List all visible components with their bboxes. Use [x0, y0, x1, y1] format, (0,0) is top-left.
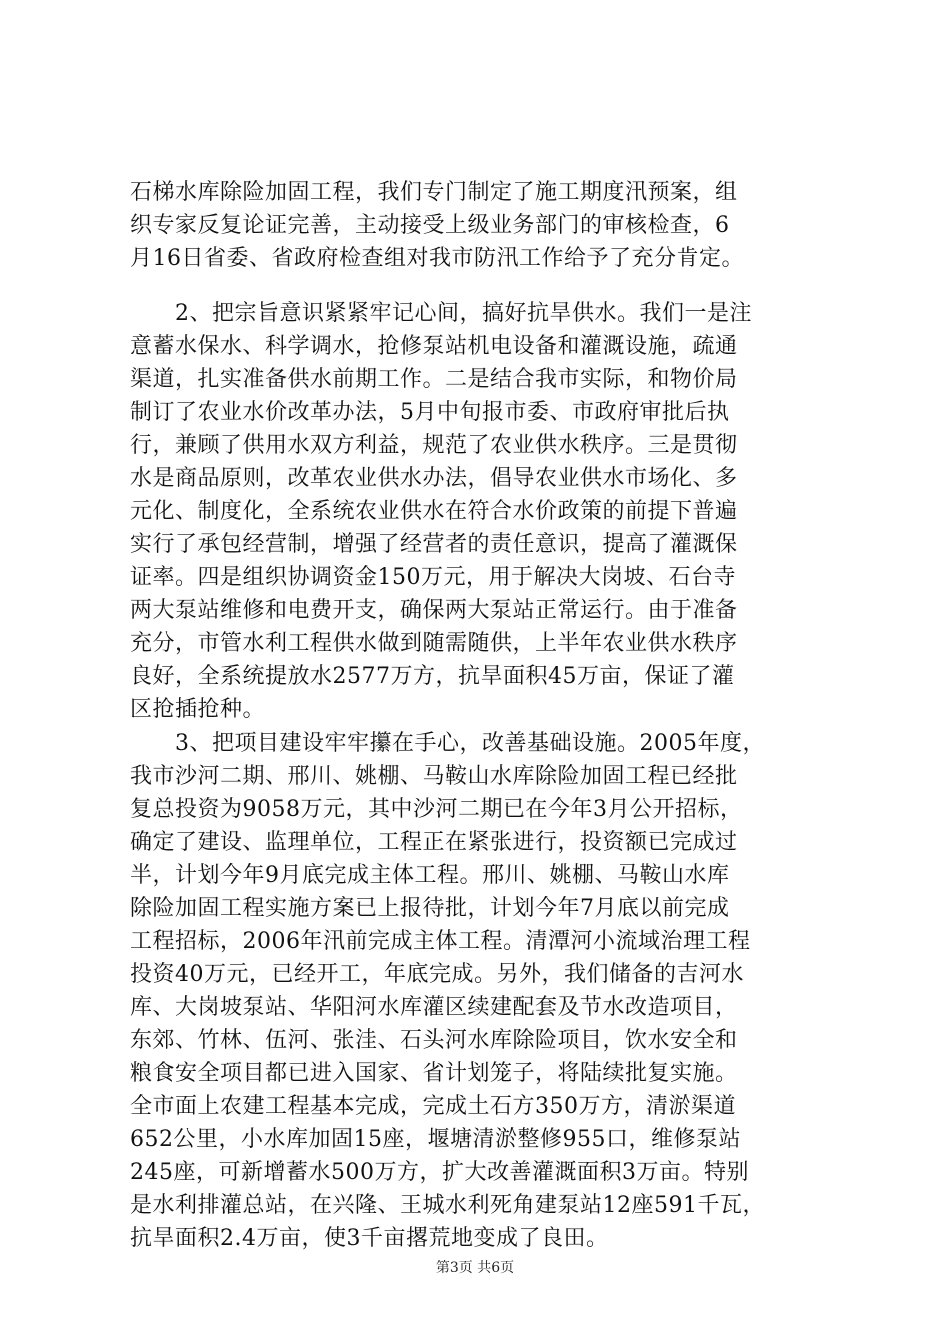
text-line: 652公里，小水库加固15座，堰塘清淤整修955口，维修泵站 — [130, 1127, 741, 1152]
text-line: 充分，市管水利工程供水做到随需随供，上半年农业供水秩序 — [130, 631, 738, 656]
text-line: 抗旱面积2.4万亩，使3千亩撂荒地变成了良田。 — [130, 1226, 609, 1251]
text-line: 织专家反复论证完善，主动接受上级业务部门的审核检查，6 — [130, 213, 730, 238]
text-line: 除险加固工程实施方案已上报待批，计划今年7月底以前完成 — [130, 896, 730, 921]
text-line: 库、大岗坡泵站、华阳河水库灌区续建配套及节水改造项目， — [130, 995, 738, 1020]
text-line: 2、把宗旨意识紧紧牢记心间，搞好抗旱供水。我们一是注 — [130, 301, 752, 326]
text-line: 投资40万元，已经开工，年底完成。另外，我们储备的吉河水 — [130, 962, 744, 987]
text-line: 半，计划今年9月底完成主体工程。邢川、姚棚、马鞍山水库 — [130, 863, 730, 888]
text-line: 粮食安全项目都已进入国家、省计划笼子，将陆续批复实施。 — [130, 1061, 738, 1086]
text-line: 区抢插抢种。 — [130, 697, 266, 722]
text-line: 我市沙河二期、邢川、姚棚、马鞍山水库除险加固工程已经批 — [130, 764, 738, 789]
text-line: 确定了建设、监理单位，工程正在紧张进行，投资额已完成过 — [130, 830, 738, 855]
text-line: 245座，可新增蓄水500万方，扩大改善灌溉面积3万亩。特别 — [130, 1160, 749, 1185]
text-line: 证率。四是组织协调资金150万元，用于解决大岗坡、石台寺 — [130, 565, 736, 590]
text-line: 两大泵站维修和电费开支，确保两大泵站正常运行。由于准备 — [130, 598, 738, 623]
text-line: 工程招标，2006年汛前完成主体工程。清潭河小流域治理工程 — [130, 929, 751, 954]
text-line: 3、把项目建设牢牢攥在手心，改善基础设施。2005年度， — [130, 731, 765, 756]
text-line: 行，兼顾了供用水双方利益，规范了农业供水秩序。三是贯彻 — [130, 433, 738, 458]
text-line: 全市面上农建工程基本完成，完成土石方350万方，清淤渠道 — [130, 1094, 736, 1119]
text-line: 石梯水库除险加固工程，我们专门制定了施工期度汛预案，组 — [130, 180, 738, 205]
text-line: 制订了农业水价改革办法，5月中旬报市委、市政府审批后执 — [130, 400, 730, 425]
text-line: 东郊、竹林、伍河、张洼、石头河水库除险项目，饮水安全和 — [130, 1028, 738, 1053]
page-number-footer: 第3页 共6页 — [435, 1260, 515, 1276]
text-line: 实行了承包经营制，增强了经营者的责任意识，提高了灌溉保 — [130, 532, 738, 557]
text-line: 月16日省委、省政府检查组对我市防汛工作给予了充分肯定。 — [130, 246, 744, 271]
text-line: 渠道，扎实准备供水前期工作。二是结合我市实际，和物价局 — [130, 367, 738, 392]
text-line: 良好，全系统提放水2577万方，抗旱面积45万亩，保证了灌 — [130, 664, 735, 689]
text-line: 元化、制度化，全系统农业供水在符合水价政策的前提下普遍 — [130, 499, 738, 524]
text-line: 复总投资为9058万元，其中沙河二期已在今年3月公开招标， — [130, 797, 743, 822]
text-line: 意蓄水保水、科学调水，抢修泵站机电设备和灌溉设施，疏通 — [130, 334, 738, 359]
text-line: 是水利排灌总站，在兴隆、王城水利死角建泵站12座591千瓦， — [130, 1193, 765, 1218]
text-line: 水是商品原则，改革农业供水办法，倡导农业供水市场化、多 — [130, 466, 738, 491]
